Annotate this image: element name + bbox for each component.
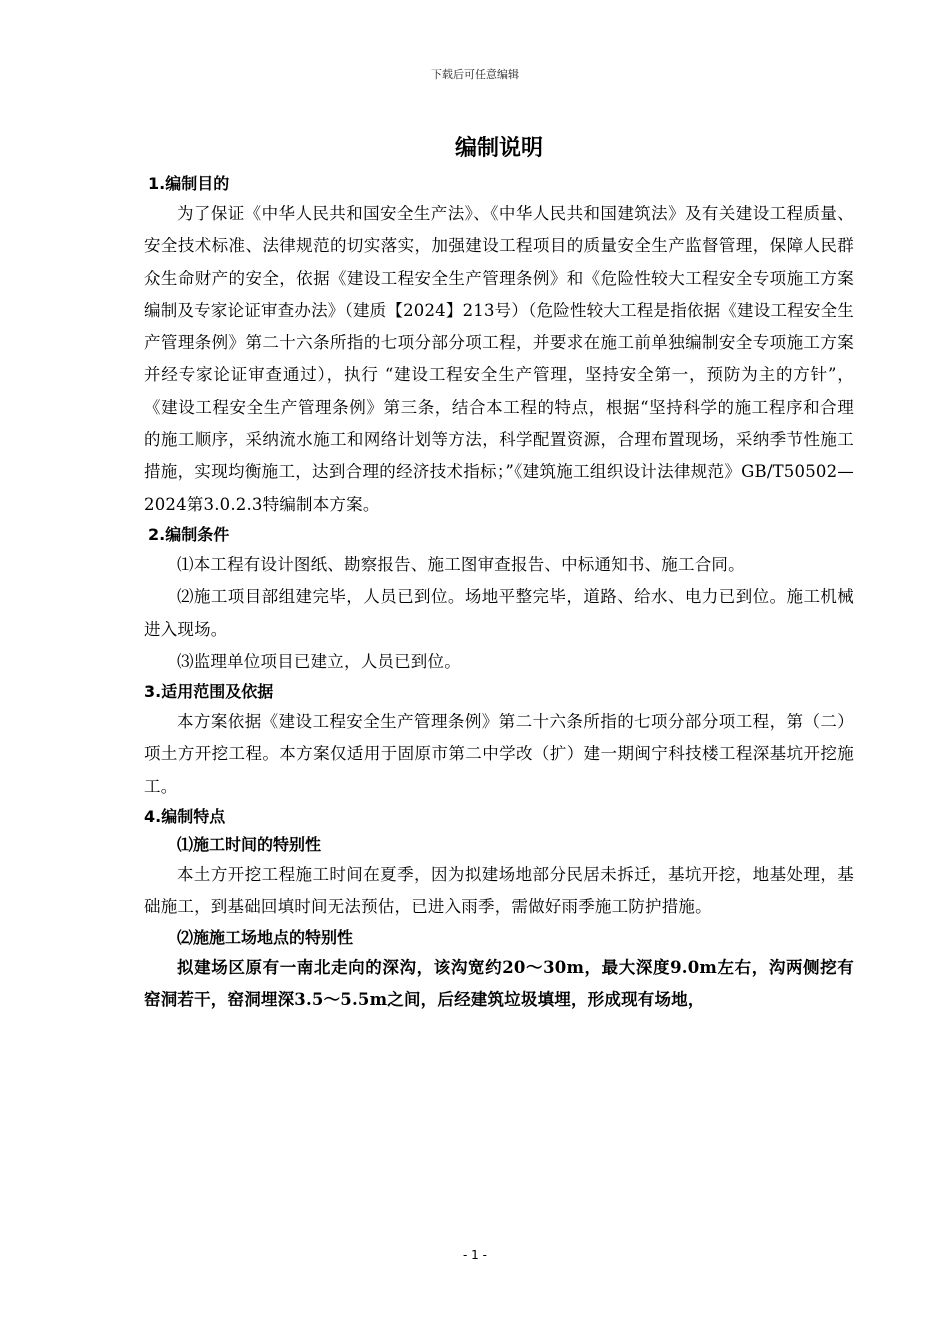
paragraph-condition-2: ⑵施工项目部组建完毕，人员已到位。场地平整完毕，道路、给水、电力已到位。施工机械进入现场。 <box>144 587 854 639</box>
paragraph-site-feature: 拟建场区原有一南北走向的深沟，该沟宽约20～30m，最大深度9.0m左右，沟两侧挖有窑洞若干，窑洞埋深3.5～5.5m之间，后经建筑垃圾填埋，形成现有场地， <box>144 957 854 1009</box>
page-number: - 1 - <box>463 1248 487 1262</box>
paragraph-condition-1: ⑴本工程有设计图纸、勘察报告、施工图审查报告、中标通知书、施工合同。 <box>177 554 745 574</box>
document-body <box>144 132 854 1016</box>
subheading-site-feature: ⑵施施工场地点的特别性 <box>177 927 354 947</box>
document-title: 编制说明 <box>454 136 543 161</box>
paragraph-scope: 本方案依据《建设工程安全生产管理条例》第二十六条所指的七项分部分项工程，第（二）项土方开挖工程。本方案仅适用于固原市第二中学改（扩）建一期闽宁科技楼工程深基坑开挖施工。 <box>144 712 854 796</box>
paragraph-time-feature: 本土方开挖工程施工时间在夏季，因为拟建场地部分民居未拆迁，基坑开挖，地基处理，基础施工，到基础回填时间无法预估，已进入雨季，需做好雨季施工防护措施。 <box>144 865 854 917</box>
subheading-time-feature: ⑴施工时间的特别性 <box>177 835 322 855</box>
paragraph-condition-3: ⑶监理单位项目已建立，人员已到位。 <box>177 651 461 671</box>
paragraph-purpose: 为了保证《中华人民共和国安全生产法》、《中华人民共和国建筑法》及有关建设工程质量、安全技术标准、法律规范的切实落实，加强建设工程项目的质量安全生产监督管理，保障人民群众生命财产的安全，依据《建设工程安全生产管理条例》和《危险性较大工程安全专项施工方案编制及专家论证审查办法》（建质【2024】213号）（危险性较大工程是指依据《建设工程安全生产管理条例》第二十六条所指的七项分部分项工程，并要求在施工前单独编制安全专项施工方案并经专家论证审查通过），执行 “建设工程安全生产管理，坚持安全第一，预防为主的方针”， 《建设工程安全生产管理条例》第三条，结合本工程的特点，根据“坚持科学的施工程序和合理的施工顺序，采纳流水施工和网络计划等方法，科学配置资源，合理布置现场，采纳季节性施工措施，实现均衡施工，达到合理的经济技术指标；”《建筑施工组织设计法律规范》GB/T50502—2024第3.0.2.3特编制本方案。 <box>144 204 854 514</box>
section-heading-conditions: 2.编制条件 <box>148 524 230 544</box>
section-heading-features: 4.编制特点 <box>144 807 226 827</box>
section-heading-scope: 3.适用范围及依据 <box>144 682 274 702</box>
section-heading-purpose: 1.编制目的 <box>148 174 230 193</box>
header-note: 下载后可任意编辑 <box>431 68 519 81</box>
